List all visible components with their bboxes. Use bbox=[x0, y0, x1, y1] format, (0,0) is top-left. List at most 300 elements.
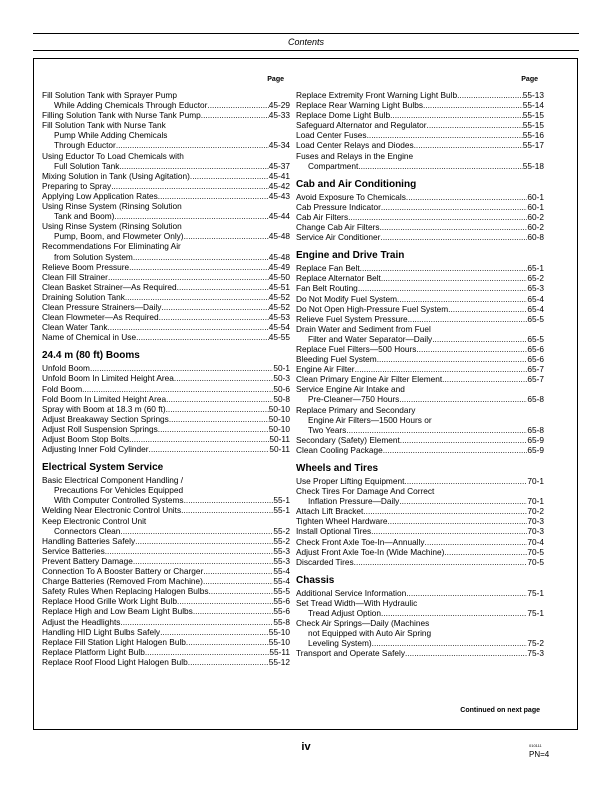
toc-entry[interactable] bbox=[296, 486, 544, 506]
dot-leader bbox=[177, 596, 273, 606]
toc-entry[interactable] bbox=[296, 263, 544, 273]
toc-entry[interactable] bbox=[42, 627, 290, 637]
toc-entry[interactable] bbox=[42, 262, 290, 272]
dot-leader bbox=[166, 404, 269, 414]
toc-entry[interactable] bbox=[42, 201, 290, 221]
toc-entry-text: Replace Fan Belt bbox=[296, 263, 360, 274]
toc-entry-text: Leveling System) bbox=[308, 638, 372, 649]
toc-entry[interactable] bbox=[42, 171, 290, 181]
toc-entry-page: 60-8 bbox=[527, 232, 544, 243]
toc-entry-page: 55-15 bbox=[522, 110, 544, 121]
toc-entry[interactable] bbox=[42, 536, 290, 546]
dot-leader bbox=[186, 637, 269, 647]
toc-entry[interactable] bbox=[42, 181, 290, 191]
dot-leader bbox=[129, 434, 269, 444]
dot-leader bbox=[427, 120, 523, 130]
toc-entry[interactable] bbox=[296, 130, 544, 140]
toc-entry-page: 65-7 bbox=[527, 364, 544, 375]
dot-leader bbox=[355, 364, 528, 374]
toc-entry-page: 45-54 bbox=[268, 322, 290, 333]
toc-entry-page: 50-1 bbox=[273, 363, 290, 374]
dot-leader bbox=[166, 394, 273, 404]
toc-entry-page: 65-6 bbox=[527, 343, 544, 354]
toc-entry-text: Transport and Operate Safely bbox=[296, 648, 405, 659]
toc-entry-text: Replace Dome Light Bulb bbox=[296, 110, 391, 121]
toc-entry-text: Filling Solution Tank with Nurse Tank Pump bbox=[42, 110, 201, 121]
toc-entry-page: 55-2 bbox=[273, 535, 290, 546]
toc-entry[interactable] bbox=[42, 566, 290, 576]
toc-entry-text: Use Proper Lifting Equipment bbox=[296, 476, 405, 486]
toc-entry-text: Avoid Exposure To Chemicals bbox=[296, 191, 406, 202]
toc-entry[interactable] bbox=[296, 294, 544, 304]
toc-entry-page: 60-2 bbox=[527, 222, 544, 233]
toc-entry-text: Replace High and Low Beam Light Bulbs bbox=[42, 606, 193, 617]
toc-entry-page: 55-16 bbox=[522, 130, 544, 141]
toc-entry[interactable] bbox=[42, 606, 290, 616]
toc-entry-page: 55-15 bbox=[522, 120, 544, 131]
dot-leader bbox=[190, 171, 269, 181]
toc-entry-page: 55-6 bbox=[273, 596, 290, 607]
toc-entry[interactable] bbox=[296, 202, 544, 212]
page-column-label: Page bbox=[521, 76, 538, 83]
toc-entry[interactable] bbox=[42, 384, 290, 394]
toc-entry-text: Applying Low Application Rates bbox=[42, 190, 158, 201]
dot-leader bbox=[406, 588, 527, 598]
toc-entry[interactable] bbox=[296, 324, 544, 344]
toc-entry-page: 65-8 bbox=[527, 424, 544, 435]
dot-leader bbox=[377, 354, 528, 364]
toc-entry-text: Additional Service Information bbox=[296, 587, 407, 598]
dot-leader bbox=[136, 332, 269, 342]
toc-entry[interactable] bbox=[42, 546, 290, 556]
header-rule-bottom bbox=[33, 50, 579, 51]
toc-entry-page: 65-9 bbox=[527, 434, 544, 445]
dot-leader bbox=[367, 130, 523, 140]
toc-entry[interactable] bbox=[42, 444, 290, 454]
toc-entry-text: Cab Air Filters bbox=[296, 211, 349, 222]
toc-entry-page: 45-50 bbox=[268, 271, 290, 282]
toc-entry[interactable] bbox=[42, 414, 290, 424]
dot-leader bbox=[116, 140, 269, 150]
dot-leader bbox=[120, 526, 273, 536]
toc-entry[interactable] bbox=[296, 618, 544, 648]
dot-leader bbox=[82, 384, 273, 394]
toc-entry[interactable] bbox=[42, 424, 290, 434]
toc-entry-text: Pump, Boom, and Flowmeter Only) bbox=[54, 231, 184, 242]
dot-leader bbox=[390, 110, 523, 120]
toc-entry-page: 65-5 bbox=[527, 333, 544, 344]
dot-leader bbox=[387, 516, 527, 526]
toc-entry-page: 55-11 bbox=[269, 646, 290, 657]
dot-leader bbox=[158, 424, 269, 434]
toc-entry[interactable] bbox=[296, 110, 544, 120]
section-title: Electrical System Service bbox=[42, 462, 164, 474]
toc-entry-page: 70-2 bbox=[527, 506, 544, 517]
dot-leader bbox=[114, 211, 268, 221]
dot-leader bbox=[209, 586, 274, 596]
toc-entry[interactable] bbox=[296, 120, 544, 130]
dot-leader bbox=[181, 505, 273, 515]
toc-entry-text: Mixing Solution in Tank (Using Agitation) bbox=[42, 170, 190, 181]
toc-entry-text: Adjust Breakaway Section Springs bbox=[42, 413, 169, 424]
toc-entry-text: Secondary (Safety) Element bbox=[296, 434, 400, 445]
toc-entry-text: While Adding Chemicals Through Eductor bbox=[54, 100, 208, 111]
toc-left-column bbox=[42, 75, 290, 667]
toc-entry[interactable] bbox=[42, 373, 290, 383]
toc-entry-text: Engine Air Filter bbox=[296, 364, 355, 375]
toc-entry[interactable] bbox=[296, 192, 544, 202]
toc-entry-page: 65-8 bbox=[527, 394, 544, 405]
dot-leader bbox=[149, 444, 270, 454]
dot-leader bbox=[372, 638, 528, 648]
toc-entry-text: from Solution System bbox=[54, 251, 133, 262]
toc-entry-page: 70-5 bbox=[527, 546, 544, 557]
toc-entry[interactable] bbox=[42, 120, 290, 150]
dot-leader bbox=[423, 100, 523, 110]
toc-entry-page: 45-52 bbox=[268, 291, 290, 302]
toc-entry-text: Replace Hood Grille Work Light Bulb bbox=[42, 596, 177, 607]
toc-entry-text: Adjust Roll Suspension Springs bbox=[42, 423, 158, 434]
section-title: Chassis bbox=[296, 574, 335, 586]
toc-entry-page: 45-42 bbox=[268, 180, 290, 191]
toc-entry-page: 55-1 bbox=[273, 505, 290, 516]
toc-entry-page: 70-3 bbox=[527, 526, 544, 537]
toc-entry-page: 45-33 bbox=[268, 110, 290, 121]
toc-entry[interactable] bbox=[296, 232, 544, 242]
toc-entry-text: Attach Lift Bracket bbox=[296, 506, 364, 517]
toc-entry-text: Filter and Water Separator—Daily bbox=[308, 333, 433, 344]
toc-entry-text: Adjust Boom Stop Bolts bbox=[42, 434, 130, 444]
toc-entry[interactable] bbox=[296, 140, 544, 150]
toc-entry-text: Engine Air Filters—1500 Hours or bbox=[308, 414, 432, 425]
dot-leader bbox=[381, 202, 528, 212]
dot-leader bbox=[457, 90, 523, 100]
toc-entry[interactable] bbox=[42, 363, 290, 373]
toc-entry-text: Keep Electronic Control Unit bbox=[42, 515, 147, 526]
toc-entry[interactable] bbox=[296, 405, 544, 435]
toc-entry[interactable] bbox=[296, 445, 544, 455]
toc-entry[interactable] bbox=[42, 617, 290, 627]
toc-entry-page: 55-8 bbox=[273, 616, 290, 627]
toc-entry-text: Replace Extremity Front Warning Light Bulb bbox=[296, 90, 458, 100]
toc-entry[interactable] bbox=[42, 596, 290, 606]
toc-entry-page: 65-6 bbox=[527, 354, 544, 365]
toc-entry-page: 45-29 bbox=[268, 100, 290, 111]
section-title: Cab and Air Conditioning bbox=[296, 178, 417, 190]
toc-entry-page: 50-3 bbox=[273, 373, 290, 384]
toc-entry[interactable] bbox=[296, 384, 544, 404]
toc-entry-text: Replace Fuel Filters—500 Hours bbox=[296, 343, 417, 354]
toc-entry-text: Relieve Fuel System Pressure bbox=[296, 313, 408, 324]
dot-leader bbox=[360, 263, 528, 273]
toc-entry-page: 45-37 bbox=[268, 160, 290, 171]
dot-leader bbox=[416, 344, 527, 354]
dot-leader bbox=[381, 608, 527, 618]
toc-entry-text: Using Rinse System (Rinsing Solution bbox=[42, 201, 182, 212]
toc-entry-page: 70-1 bbox=[527, 496, 544, 507]
toc-entry-text: Change Cab Air Filters bbox=[296, 222, 380, 233]
toc-entry-text: Tread Adjust Option bbox=[308, 608, 382, 619]
dot-leader bbox=[207, 100, 268, 110]
toc-entry-text: Using Eductor To Load Chemicals with bbox=[42, 150, 184, 161]
toc-entry[interactable] bbox=[42, 90, 290, 110]
toc-entry-page: 45-41 bbox=[268, 170, 290, 181]
toc-entry-text: Replace Rear Warning Light Bulbs bbox=[296, 100, 423, 111]
toc-entry-text: Pump While Adding Chemicals bbox=[54, 130, 168, 141]
toc-entry[interactable] bbox=[296, 100, 544, 110]
dot-leader bbox=[169, 414, 269, 424]
toc-entry-text: Clean Water Tank bbox=[42, 322, 108, 333]
toc-entry-text: Name of Chemical in Use bbox=[42, 332, 137, 343]
toc-entry-text: Load Center Fuses bbox=[296, 130, 367, 141]
dot-leader bbox=[408, 314, 528, 324]
toc-entry-text: Two Years bbox=[308, 424, 347, 435]
dot-leader bbox=[174, 373, 273, 383]
dot-leader bbox=[133, 556, 274, 566]
toc-entry[interactable] bbox=[296, 304, 544, 314]
dot-leader bbox=[414, 140, 523, 150]
toc-entry[interactable] bbox=[42, 110, 290, 120]
toc-entry[interactable] bbox=[296, 273, 544, 283]
toc-entry[interactable] bbox=[296, 90, 544, 100]
toc-entry-page: 75-3 bbox=[527, 648, 544, 659]
toc-entry[interactable] bbox=[296, 435, 544, 445]
section-title: Engine and Drive Train bbox=[296, 250, 405, 262]
dot-leader bbox=[400, 435, 528, 445]
page-header-title: Contents bbox=[287, 37, 325, 47]
toc-entry[interactable] bbox=[42, 404, 290, 414]
toc-entry-page: 50-11 bbox=[269, 444, 290, 455]
toc-entry-text: Prevent Battery Damage bbox=[42, 555, 133, 566]
dot-leader bbox=[203, 576, 273, 586]
toc-entry-page: 60-2 bbox=[527, 211, 544, 222]
toc-entry-page: 65-9 bbox=[527, 444, 544, 455]
dot-leader bbox=[448, 304, 527, 314]
toc-entry[interactable] bbox=[42, 322, 290, 332]
toc-entry-text: Drain Water and Sediment from Fuel bbox=[296, 323, 431, 334]
dot-leader bbox=[125, 292, 269, 302]
dot-leader bbox=[399, 394, 527, 404]
dot-leader bbox=[444, 547, 527, 557]
toc-entry[interactable] bbox=[42, 272, 290, 282]
dot-leader bbox=[177, 282, 269, 292]
toc-entry-page: 65-7 bbox=[527, 374, 544, 385]
toc-entry-page: 55-17 bbox=[522, 140, 544, 151]
toc-right-column bbox=[296, 75, 544, 659]
toc-entry-text: not Equipped with Auto Air Spring bbox=[308, 628, 432, 639]
dot-leader bbox=[371, 526, 527, 536]
dot-leader bbox=[381, 273, 528, 283]
dot-leader bbox=[159, 312, 269, 322]
toc-entry[interactable] bbox=[42, 241, 290, 261]
toc-entry-text: Clean Primary Engine Air Filter Element bbox=[296, 374, 443, 385]
toc-entry[interactable] bbox=[42, 647, 290, 657]
toc-entry[interactable] bbox=[296, 506, 544, 516]
toc-entry[interactable] bbox=[42, 394, 290, 404]
toc-entry-text: Recommendations For Eliminating Air bbox=[42, 241, 181, 252]
toc-entry-text: Preparing to Spray bbox=[42, 180, 112, 191]
toc-entry[interactable] bbox=[42, 312, 290, 322]
toc-entry-text: Service Engine Air Intake and bbox=[296, 384, 405, 395]
toc-entry[interactable] bbox=[296, 364, 544, 374]
dot-leader bbox=[107, 322, 268, 332]
toc-entry-text: Handling Batteries Safely bbox=[42, 535, 136, 546]
toc-entry-text: Adjusting Inner Fold Cylinder bbox=[42, 444, 149, 455]
dot-leader bbox=[158, 191, 269, 201]
toc-entry[interactable] bbox=[296, 314, 544, 324]
toc-entry-text: Safety Rules When Replacing Halogen Bulbs bbox=[42, 586, 209, 597]
page-number: iv bbox=[301, 741, 311, 753]
toc-entry-text: Clean Pressure Strainers—Daily bbox=[42, 301, 162, 312]
toc-entry[interactable] bbox=[296, 516, 544, 526]
toc-entry[interactable] bbox=[42, 516, 290, 536]
toc-entry-page: 65-3 bbox=[527, 283, 544, 294]
toc-entry-text: Fan Belt Routing bbox=[296, 283, 358, 294]
toc-entry-text: Replace Platform Light Bulb bbox=[42, 646, 145, 657]
toc-entry-text: Install Optional Tires bbox=[296, 526, 372, 537]
toc-entry[interactable] bbox=[42, 151, 290, 171]
toc-entry[interactable] bbox=[296, 222, 544, 232]
toc-entry[interactable] bbox=[42, 556, 290, 566]
dot-leader bbox=[379, 222, 527, 232]
dot-leader bbox=[354, 557, 528, 567]
dot-leader bbox=[380, 232, 527, 242]
toc-entry[interactable] bbox=[296, 648, 544, 658]
toc-entry[interactable] bbox=[42, 221, 290, 241]
dot-leader bbox=[404, 476, 527, 486]
toc-entry-page: 55-13 bbox=[522, 90, 544, 100]
dot-leader bbox=[383, 445, 528, 455]
toc-entry[interactable] bbox=[296, 283, 544, 293]
toc-entry-text: Replace Fill Station Light Halogen Bulb bbox=[42, 636, 186, 647]
toc-entry-page: 55-14 bbox=[522, 100, 544, 111]
toc-entry[interactable] bbox=[296, 588, 544, 598]
toc-entry-text: Tank and Boom) bbox=[54, 211, 115, 222]
toc-entry-page: 55-3 bbox=[273, 555, 290, 566]
toc-entry-text: Welding Near Electronic Control Units bbox=[42, 505, 182, 516]
toc-entry-text: Connectors Clean bbox=[54, 525, 121, 536]
toc-entry-page: 50-6 bbox=[273, 383, 290, 394]
toc-entry[interactable] bbox=[42, 434, 290, 444]
toc-entry[interactable] bbox=[42, 657, 290, 667]
continued-note: Continued on next page bbox=[460, 707, 540, 714]
toc-entry[interactable] bbox=[296, 374, 544, 384]
toc-entry-page: 60-1 bbox=[527, 191, 544, 202]
toc-entry-text: Replace Alternator Belt bbox=[296, 273, 381, 284]
toc-entry-page: 55-18 bbox=[522, 160, 544, 171]
toc-entry[interactable] bbox=[296, 151, 544, 171]
toc-entry[interactable] bbox=[296, 557, 544, 567]
toc-entry[interactable] bbox=[42, 191, 290, 201]
toc-entry-text: Service Batteries bbox=[42, 545, 105, 556]
toc-entry[interactable] bbox=[296, 547, 544, 557]
toc-entry-text: Basic Electrical Component Handling / bbox=[42, 475, 184, 486]
dot-leader bbox=[397, 294, 527, 304]
toc-entry-text: With Computer Controlled Systems bbox=[54, 495, 184, 506]
dot-leader bbox=[399, 496, 527, 506]
dot-leader bbox=[90, 363, 273, 373]
toc-entry[interactable] bbox=[42, 332, 290, 342]
toc-entry-text: Do Not Modify Fuel System bbox=[296, 293, 397, 304]
toc-entry-text: Service Air Conditioner bbox=[296, 232, 381, 243]
toc-entry[interactable] bbox=[296, 476, 544, 486]
toc-entry[interactable] bbox=[42, 637, 290, 647]
toc-entry-text: Draining Solution Tank bbox=[42, 291, 125, 302]
toc-entry-page: 45-48 bbox=[268, 231, 290, 242]
toc-entry[interactable] bbox=[296, 526, 544, 536]
dot-leader bbox=[406, 192, 527, 202]
toc-entry[interactable] bbox=[296, 537, 544, 547]
toc-entry-text: Do Not Open High-Pressure Fuel System bbox=[296, 303, 449, 314]
section-title: 24.4 m (80 ft) Booms bbox=[42, 350, 140, 362]
toc-entry[interactable] bbox=[42, 475, 290, 505]
toc-entry-text: Replace Primary and Secondary bbox=[296, 404, 416, 415]
dot-leader bbox=[105, 546, 274, 556]
toc-entry-text: Check Front Axle Toe-In—Annually bbox=[296, 536, 425, 547]
toc-entry-text: Discarded Tires bbox=[296, 556, 354, 567]
toc-entry-text: Check Tires For Damage And Correct bbox=[296, 486, 435, 497]
toc-entry-text: Adjust Front Axle Toe-In (Wide Machine) bbox=[296, 546, 445, 557]
toc-entry[interactable] bbox=[42, 282, 290, 292]
toc-entry[interactable] bbox=[42, 505, 290, 515]
toc-entry-page: 55-5 bbox=[273, 586, 290, 597]
toc-entry-page: 55-12 bbox=[268, 656, 290, 667]
dot-leader bbox=[184, 495, 274, 505]
toc-entry-page: 70-3 bbox=[527, 516, 544, 527]
toc-entry-text: Load Center Relays and Diodes bbox=[296, 140, 414, 151]
dot-leader bbox=[145, 647, 270, 657]
toc-entry-text: Full Solution Tank bbox=[54, 160, 120, 171]
toc-entry[interactable] bbox=[42, 586, 290, 596]
document-code: 010111 bbox=[529, 743, 542, 748]
toc-entry-text: Fuses and Relays in the Engine bbox=[296, 150, 414, 161]
toc-entry-page: 70-4 bbox=[527, 536, 544, 547]
dot-leader bbox=[111, 181, 269, 191]
toc-entry-text: Unfold Boom bbox=[42, 363, 90, 374]
dot-leader bbox=[193, 606, 274, 616]
toc-entry[interactable] bbox=[42, 292, 290, 302]
toc-entry-page: 55-10 bbox=[268, 636, 290, 647]
dot-leader bbox=[119, 161, 268, 171]
toc-entry-text: Using Rinse System (Rinsing Solution bbox=[42, 221, 182, 232]
toc-entry-page: 55-2 bbox=[273, 525, 290, 536]
toc-entry-text: Fill Solution Tank with Nurse Tank bbox=[42, 120, 166, 131]
toc-entry-text: Tighten Wheel Hardware bbox=[296, 516, 388, 527]
toc-entry-page: 50-10 bbox=[268, 403, 290, 414]
dot-leader bbox=[129, 262, 269, 272]
toc-entry[interactable] bbox=[42, 576, 290, 586]
toc-entry[interactable] bbox=[42, 302, 290, 312]
toc-entry-text: Clean Basket Strainer—As Required bbox=[42, 281, 177, 292]
toc-entry[interactable] bbox=[296, 344, 544, 354]
toc-entry-page: 45-43 bbox=[268, 190, 290, 201]
pn-label: PN=4 bbox=[529, 750, 550, 759]
toc-entry[interactable] bbox=[296, 598, 544, 618]
toc-entry[interactable] bbox=[296, 354, 544, 364]
toc-entry-text: Safeguard Alternator and Regulator bbox=[296, 120, 427, 131]
toc-entry-text: Compartment bbox=[308, 160, 359, 171]
toc-entry-page: 55-6 bbox=[273, 606, 290, 617]
toc-entry-text: Spray with Boom at 18.3 m (60 ft) bbox=[42, 403, 166, 414]
dot-leader bbox=[133, 252, 269, 262]
toc-entry-page: 65-1 bbox=[527, 263, 544, 274]
dot-leader bbox=[135, 536, 273, 546]
toc-entry-page: 45-52 bbox=[268, 301, 290, 312]
toc-entry[interactable] bbox=[296, 212, 544, 222]
toc-entry-text: Bleeding Fuel System bbox=[296, 354, 377, 365]
header-rule-top bbox=[33, 33, 579, 34]
toc-entry-page: 50-10 bbox=[268, 413, 290, 424]
